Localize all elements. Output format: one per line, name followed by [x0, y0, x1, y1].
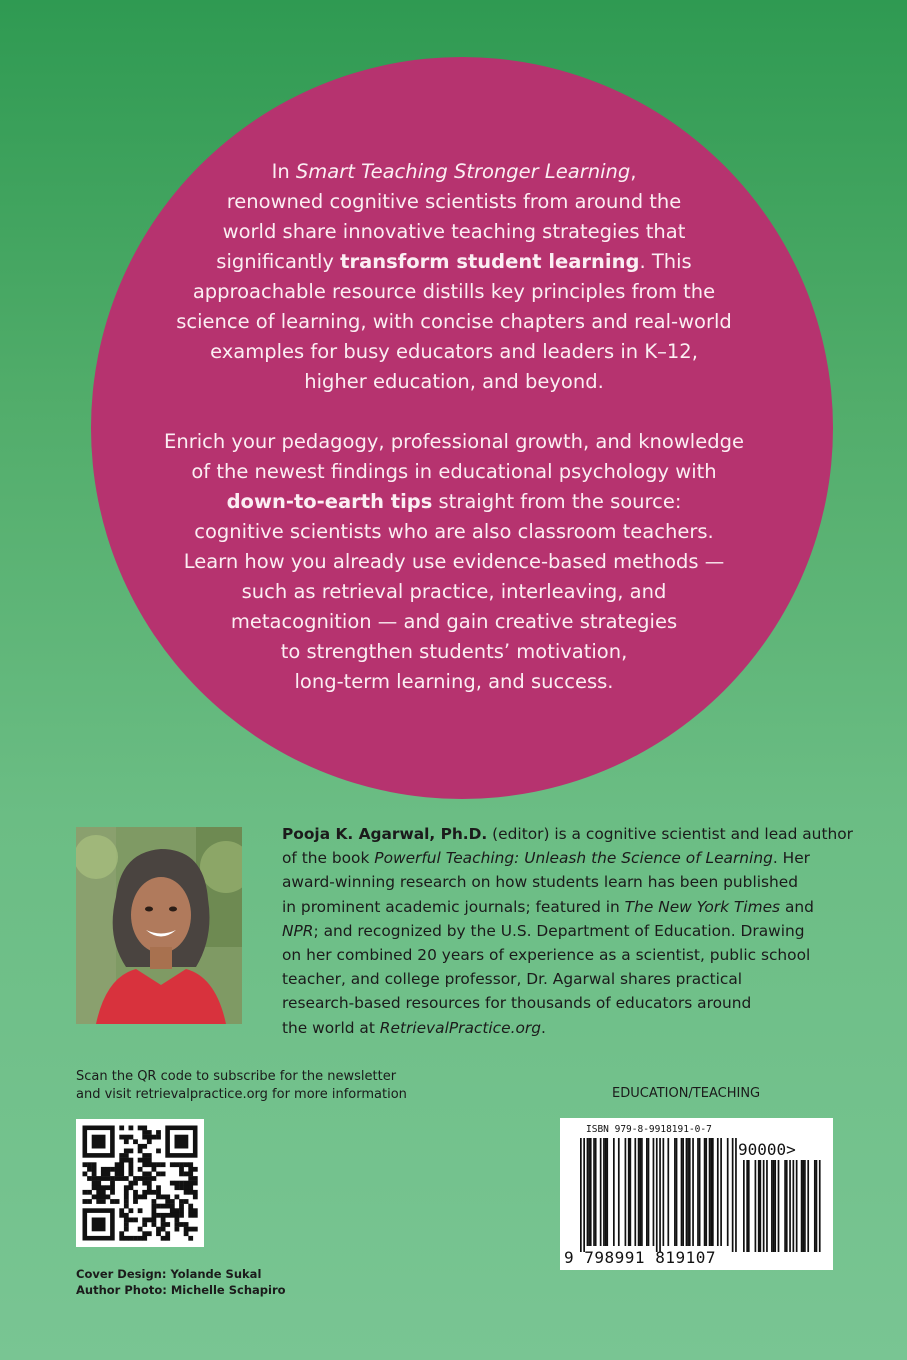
addon-bar [755, 1160, 757, 1252]
text-line: science of learning, with concise chapters and real-world [176, 310, 732, 333]
barcode-bar [606, 1138, 608, 1246]
text-line: of the newest findings in educational psychology with [191, 460, 717, 483]
blurb-paragraph-1 [140, 157, 768, 397]
barcode-bar [583, 1138, 585, 1252]
isbn-barcode [560, 1118, 833, 1270]
barcode-bar [641, 1138, 643, 1246]
addon-bar [786, 1160, 788, 1252]
text-line: in prominent academic journals; featured in The New York Times and [282, 897, 814, 916]
text-line: cognitive scientists who are also classroom teachers. [194, 520, 714, 543]
barcode-bar [710, 1138, 712, 1246]
qr-caption-line: Scan the QR code to subscribe for the newsletter [76, 1069, 397, 1084]
text-line: renowned cognitive scientists from around the [226, 190, 682, 213]
addon-bar [789, 1160, 791, 1252]
text-line: examples for busy educators and leaders in K–12, [210, 340, 698, 363]
addon-bar [807, 1160, 809, 1252]
text-line: of the book Powerful Teaching: Unleash the Science of Learning. Her [282, 849, 811, 868]
barcode-bar [689, 1138, 691, 1246]
category-label: EDUCATION/TEACHING [612, 1086, 761, 1101]
barcode-bar [709, 1138, 711, 1246]
text-line: such as retrieval practice, interleaving, and [241, 580, 667, 603]
addon-bar [743, 1160, 745, 1252]
addon-bar [748, 1160, 750, 1252]
addon-bar [773, 1160, 775, 1252]
barcode-bar [625, 1138, 627, 1246]
barcode-bar [593, 1138, 595, 1246]
barcode-bar [605, 1138, 607, 1246]
barcode-bar [732, 1138, 734, 1252]
barcode-bar [648, 1138, 650, 1246]
barcode-bar [656, 1138, 658, 1252]
text-line: to strengthen students’ motivation, [280, 640, 628, 663]
barcode-bar [687, 1138, 689, 1246]
credits [76, 1266, 286, 1298]
barcode-bar [600, 1138, 602, 1246]
addon-digits: 90000> [738, 1140, 796, 1159]
barcode-bar [663, 1138, 665, 1246]
author-bio [282, 822, 852, 1040]
barcode-bar [580, 1138, 582, 1252]
addon-bar [816, 1160, 818, 1252]
text-line: Pooja K. Agarwal, Ph.D. (editor) is a cognitive scientist and lead author [282, 825, 853, 843]
barcode-bar [705, 1138, 707, 1246]
addon-bar [771, 1160, 773, 1252]
barcode-bar [674, 1138, 676, 1246]
text-line: world share innovative teaching strategies that [222, 220, 686, 243]
barcode-bar [682, 1138, 684, 1246]
text-line: approachable resource distills key principles from the [192, 280, 716, 303]
text-line: long-term learning, and success. [294, 670, 614, 693]
barcode-bar [659, 1138, 661, 1252]
ean-digits: 9 798991 819107 [564, 1248, 716, 1267]
text-line: teacher, and college professor, Dr. Agarwal shares practical [282, 970, 743, 989]
addon-bar [804, 1160, 806, 1252]
barcode-bar [613, 1138, 615, 1246]
barcode-bar [697, 1138, 699, 1246]
addon-bar [814, 1160, 816, 1252]
qr-caption-line: and visit retrievalpractice.org for more information [76, 1087, 407, 1102]
barcode-bar [692, 1138, 694, 1246]
addon-bar [793, 1160, 795, 1252]
barcode-bar [717, 1138, 719, 1246]
barcode-bar [704, 1138, 706, 1246]
barcode-bar [727, 1138, 729, 1246]
text-line: on her combined 20 years of experience as a scientist, public school [282, 946, 811, 965]
barcode-bar [639, 1138, 641, 1246]
addon-bar [760, 1160, 762, 1252]
addon-bar [766, 1160, 768, 1252]
text-line: Enrich your pedagogy, professional growth, and knowledge [164, 430, 744, 453]
barcode-bar [630, 1138, 632, 1246]
barcode-bar [735, 1138, 737, 1252]
barcode-bar [588, 1138, 590, 1246]
text-line: the world at RetrievalPractice.org. [282, 1018, 546, 1037]
text-line: award-winning research on how students learn has been published [282, 873, 799, 892]
barcode-bar [628, 1138, 630, 1246]
author-photo [76, 827, 242, 1024]
addon-bar [763, 1160, 765, 1252]
text-line: down-to-earth tips straight from the source: [226, 490, 682, 513]
cover-design-credit: Cover Design: Yolande Sukal [76, 1267, 262, 1281]
text-line: Learn how you already use evidence-based methods — [183, 550, 725, 573]
barcode-bar [699, 1138, 701, 1246]
newsletter-qr-code[interactable] [76, 1119, 204, 1247]
barcode-bar [595, 1138, 597, 1246]
text-line: significantly transform student learning. This [216, 250, 692, 273]
qr-caption [76, 1068, 407, 1104]
barcode-bar [686, 1138, 688, 1246]
barcode-bar [638, 1138, 640, 1246]
blurb-paragraph-2 [140, 427, 768, 697]
barcode-bar [618, 1138, 620, 1246]
addon-bar [774, 1160, 776, 1252]
text-line: higher education, and beyond. [304, 370, 604, 393]
text-line: In Smart Teaching Stronger Learning, [271, 160, 637, 183]
addon-bar [802, 1160, 804, 1252]
addon-bar [819, 1160, 821, 1252]
text-line: metacognition — and gain creative strategies [230, 610, 678, 633]
addon-bar [778, 1160, 780, 1252]
barcode-bar [590, 1138, 592, 1246]
barcode-bar [653, 1138, 655, 1246]
barcode-bar [712, 1138, 714, 1246]
barcode-bar [587, 1138, 589, 1246]
author-photo-credit: Author Photo: Michelle Schapiro [76, 1283, 286, 1297]
barcode-bar [667, 1138, 669, 1246]
barcode-bar [676, 1138, 678, 1246]
barcode-bar [634, 1138, 636, 1246]
addon-bar [801, 1160, 803, 1252]
addon-bar [746, 1160, 748, 1252]
addon-bar [758, 1160, 760, 1252]
barcode-bar [720, 1138, 722, 1246]
isbn-label: ISBN 979-8-9918191-0-7 [586, 1124, 712, 1135]
addon-bar [784, 1160, 786, 1252]
barcode-bar [603, 1138, 605, 1246]
barcode-bar [646, 1138, 648, 1246]
barcode-bar [681, 1138, 683, 1246]
text-line: research-based resources for thousands of educators around [282, 994, 752, 1013]
addon-bar [796, 1160, 798, 1252]
text-line: NPR; and recognized by the U.S. Department of Education. Drawing [282, 921, 805, 940]
